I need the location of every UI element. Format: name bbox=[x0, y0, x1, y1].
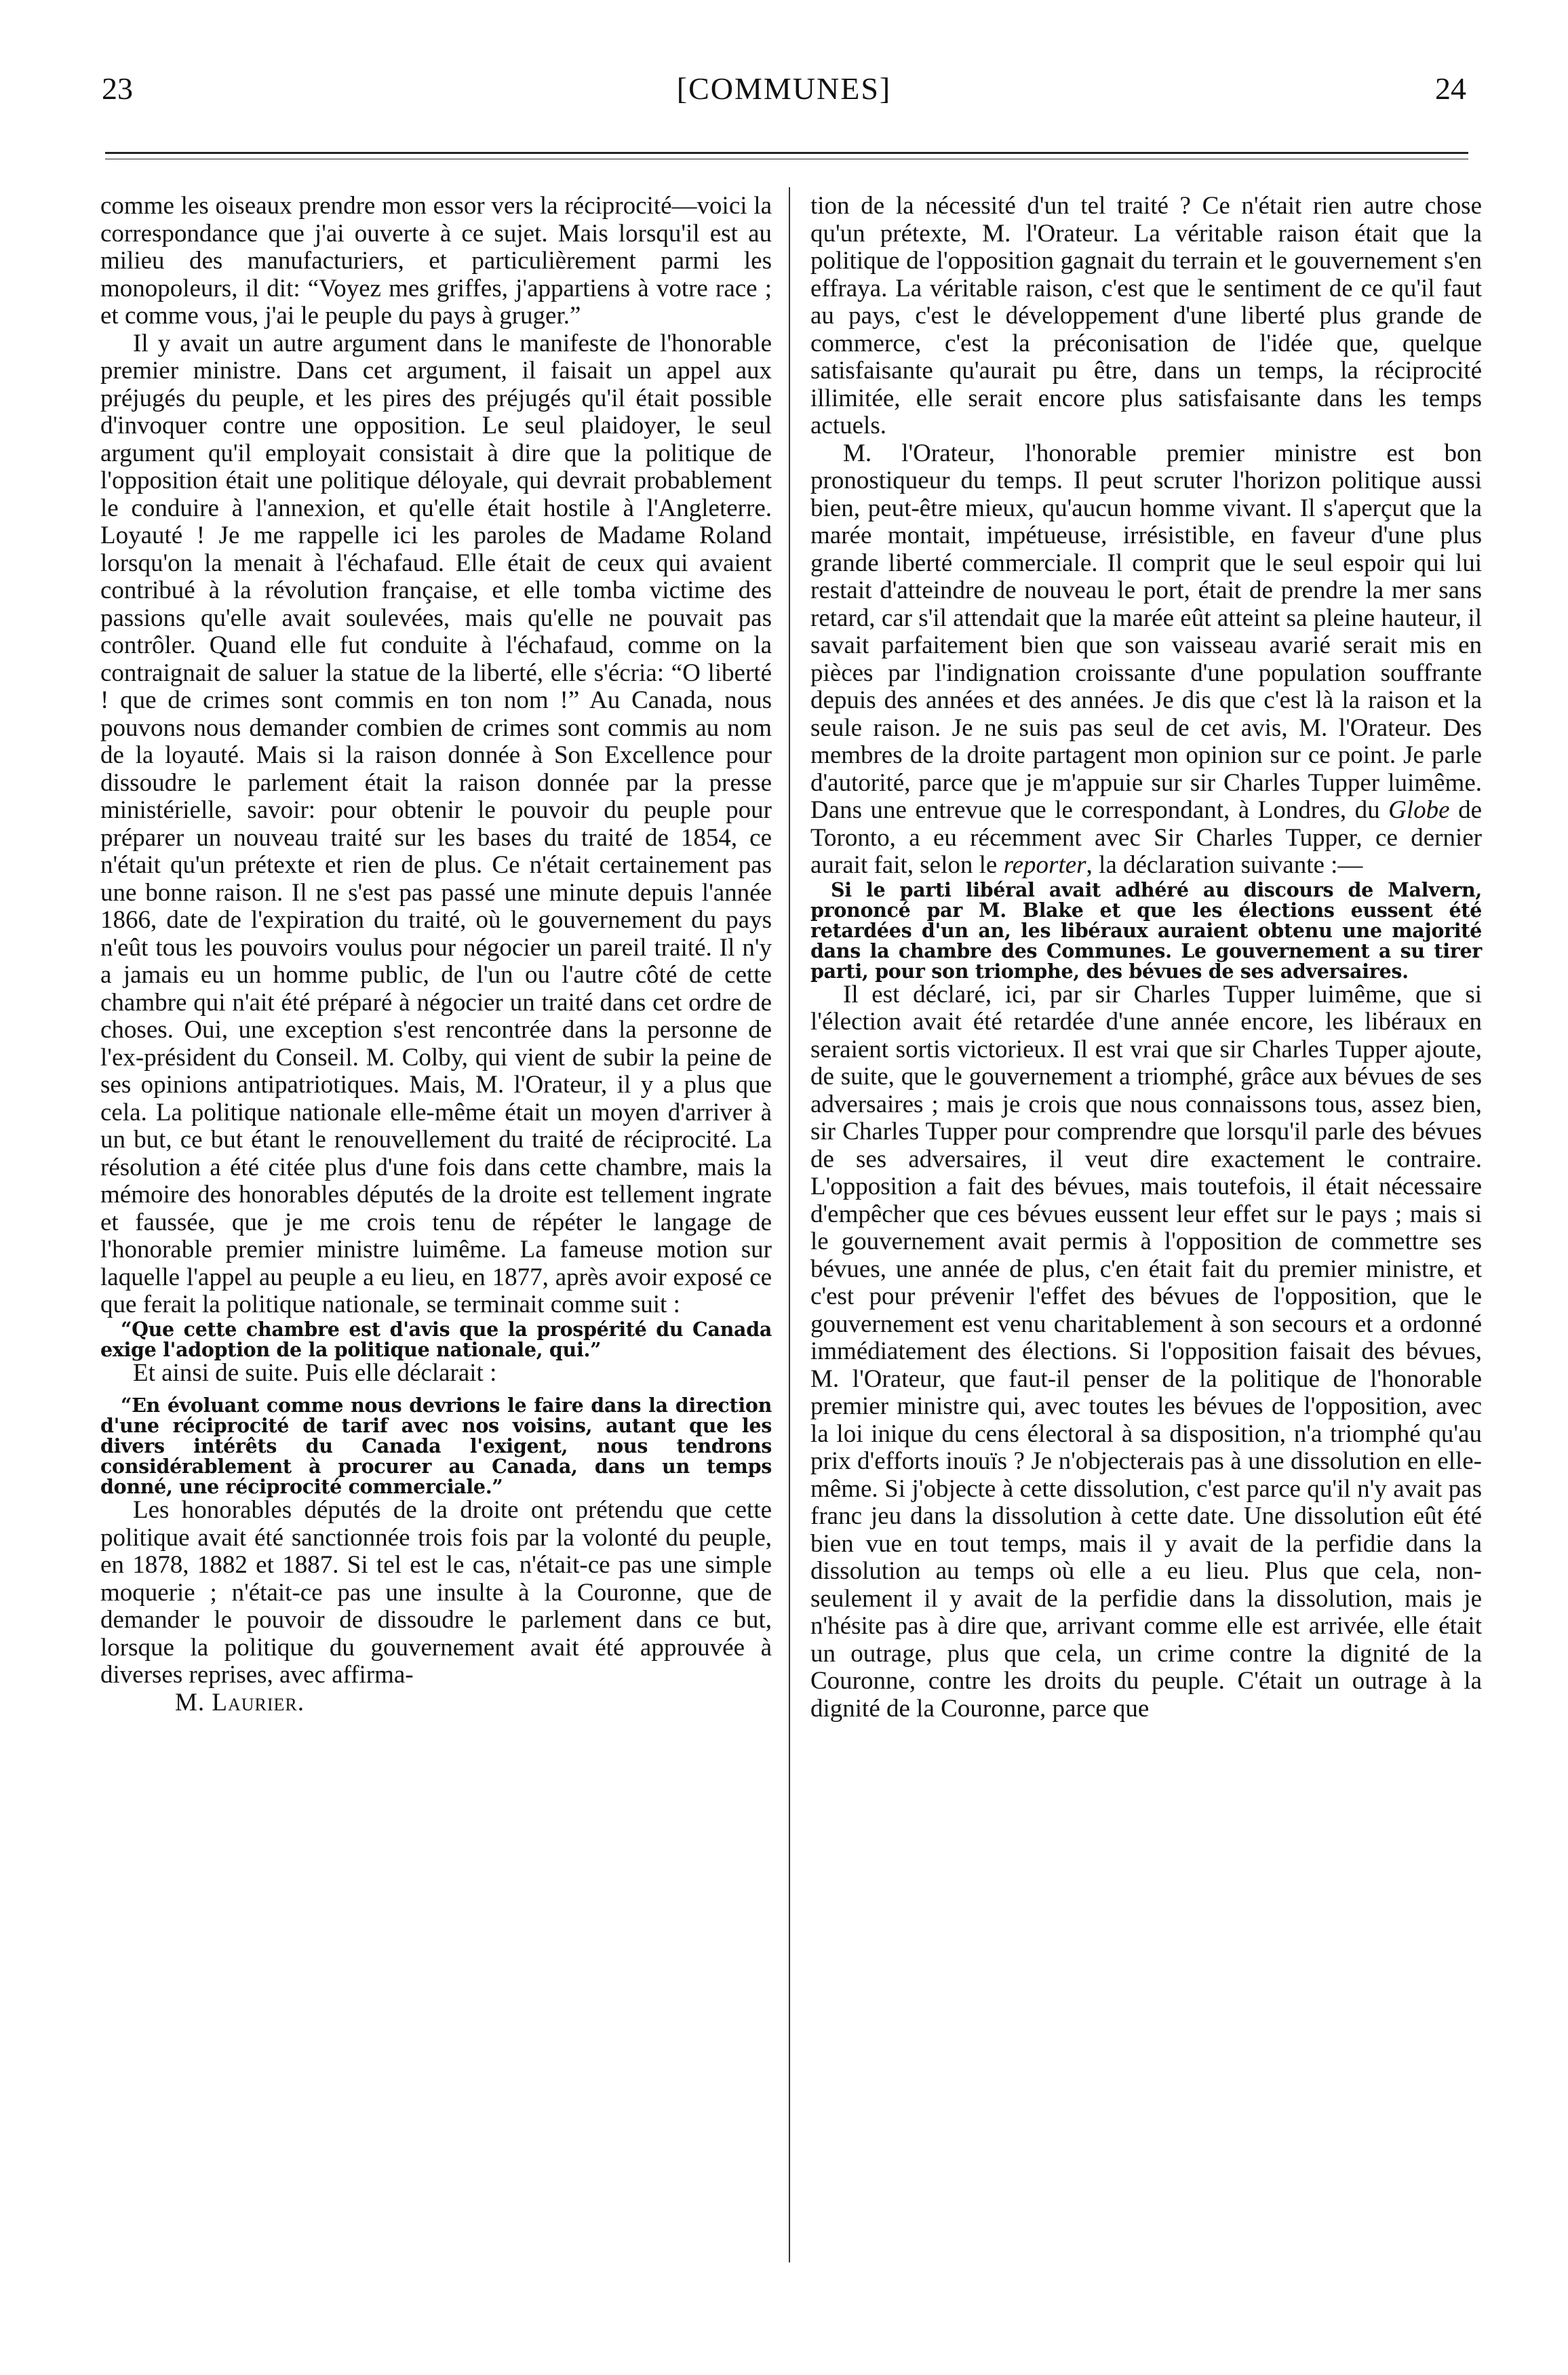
left-paragraph-1: comme les oiseaux prendre mon essor vers la réciprocité—voici la correspondance que j'ai ouverte à ce sujet. Mais lorsqu'il est au milieu des manufacturiers, et particulièrement parmi les monopoleurs, il dit: “Voyez mes griffes, j'appartiens à votre race ; et comme vous, j'ai le peuple du pays à gruger.” bbox=[100, 192, 772, 330]
right-paragraph-2 bbox=[810, 440, 1482, 880]
left-paragraph-2: Il y avait un autre argument dans le manifeste de l'honorable premier ministre. Dans cet argument, il faisait un appel aux préjugés du peuple, et les pires des préjugés qu'il était possible d'invoquer contre une opposition. Le seul plaidoyer, le seul argument qu'il employait consistait à dire que la politique de l'opposition était une politique déloyale, qui devrait probablement le conduire à l'annexion, et qu'elle était hostile à l'Angleterre. Loyauté ! Je me rappelle ici les paroles de Madame Roland lorsqu'on la menait à l'échafaud. Elle était de ceux qui avaient contribué à la révolution française, et elle tomba victime des passions qu'elle avait soulevées, mais qu'elle ne pouvait pas contrôler. Quand elle fut conduite à l'échafaud, comme on la contraignait de saluer la statue de la liberté, elle s'écria: “O liberté ! que de crimes sont commis en ton nom !” Au Canada, nous pouvons nous demander combien de crimes sont commis au nom de la loyauté. Mais si la raison donnée à Son Excellence pour dissoudre le parlement était la raison donnée par la presse ministérielle, savoir: pour obtenir le pouvoir du peuple pour préparer un nouveau traité sur les bases du traité de 1854, ce n'était qu'un prétexte et rien de plus. Ce n'était certainement pas une bonne raison. Il ne s'est pas passé une minute depuis l'année 1866, date de l'expiration du traité, où le gouvernement du pays n'eût tous les pouvoirs voulus pour négocier un pareil traité. Il n'y a jamais eu un homme public, de l'un ou l'autre côté de cette chambre qui n'ait été préparé à négocier un traité dans cet ordre de choses. Oui, une exception s'est rencontrée dans la personne de l'ex-président du Conseil. M. Colby, qui vient de subir la peine de ses opinions antipatriotiques. Mais, M. l'Orateur, il y a plus que cela. La politique nationale elle-même était un moyen d'arriver à un but, ce but étant le renouvellement du traité de réciprocité. La résolution a été citée plus d'une fois dans cette chambre, mais la mémoire des honorables députés de la droite est tellement ingrate et faussée, que je me crois tenu de répéter le langage de l'honorable premier ministre luimême. La fameuse motion sur laquelle l'appel au peuple a eu lieu, en 1877, après avoir exposé ce que ferait la politique nationale, se terminait comme suit : bbox=[100, 329, 772, 1318]
page-number-right: 24 bbox=[1435, 71, 1466, 106]
left-quote-1: “Que cette chambre est d'avis que la prospérité du Canada exige l'adoption de la politique nationale, qui.” bbox=[100, 1317, 772, 1361]
left-quote-2: “En évoluant comme nous devrions le faire dans la direction d'une réciprocité de tarif avec nos voisins, autant que les divers intérêts du Canada l'exigent, nous tendrons considérablement à procurer au Canada, dans un temps donné, une réciprocité commerciale.” bbox=[100, 1394, 772, 1498]
left-column bbox=[100, 193, 772, 1716]
page-number-left: 23 bbox=[102, 71, 133, 106]
right-column bbox=[810, 193, 1482, 1723]
right-paragraph-2-text-c: , la déclaration suivante :— bbox=[1086, 851, 1363, 879]
right-quote-1: Si le parti libéral avait adhéré au discours de Malvern, prononcé par M. Blake et que les élections eussent été retardées d'un an, les libéraux auraient obtenu une majorité dans la chambre des Communes. Le gouvernement a su tirer parti, pour son triomphe, des bévues de ses adversaires. bbox=[810, 878, 1482, 983]
right-paragraph-3: Il est déclaré, ici, par sir Charles Tupper luimême, que si l'élection avait été retardée d'une année encore, les libéraux en seraient sortis victorieux. Il est vrai que sir Charles Tupper ajoute, de suite, que le gouvernement a triomphé, grâce aux bévues de ses adversaires ; mais je crois que nous connaissons tous, assez bien, sir Charles Tupper pour comprendre que lorsqu'il parle des bévues de ses adversaires, il veut dire exactement le contraire. L'opposition a fait des bévues, mais toutefois, il était nécessaire d'empêcher que ces bévues eussent leur effet sur le pays ; mais si le gouvernement avait permis à l'opposition de commettre ses bévues, une année de plus, c'en était fait du premier ministre, et c'est pour prévenir l'effet des bévues de l'opposition, que le gouvernement est venu charitablement à son secours et a ordonné immédiatement des élections. Si l'opposition faisait des bévues, M. l'Orateur, que faut-il penser de la politique de l'honorable premier ministre qui, avec toutes les bévues de l'opposition, avec la loi inique du cens électoral à sa disposition, n'a triomphé qu'au prix d'efforts inouïs ? Je n'objecterais pas à une dissolution en elle-même. Si j'objecte à cette dissolution, c'est parce qu'il n'y avait pas franc jeu dans la dissolution à cette date. Une dissolution eût été bien vue en tout temps, mais il y avait de la perfidie dans la dissolution au temps où elle a eu lieu. Plus que cela, non-seulement il y avait de la perfidie dans la dissolution, mais je n'hésite pas à dire que, arrivant comme elle est arrivée, elle était un outrage, plus que cela, un crime contre la dignité de la Couronne, contre les droits du peuple. C'était un outrage à la dignité de la Couronne, parce que bbox=[810, 980, 1482, 1723]
right-paragraph-2-text-a: M. l'Orateur, l'honorable premier ministre est bon pronostiqueur du temps. Il peut scruter l'horizon politique aussi bien, peut-être mieux, qu'aucun homme vivant. Il s'aperçut que la marée montait, impétueuse, irrésistible, en faveur d'une plus grande liberté commerciale. Il comprit que le seul espoir qui lui restait d'atteindre de nouveau le port, était de prendre la mer sans retard, car s'il attendait que la marée eût atteint sa pleine hauteur, il savait parfaitement bien que son vaisseau avarié serait mis en pièces par l'indignation croissante d'une population souffrante depuis des années et des années. Je dis que c'est là la raison et la seule raison. Je ne suis pas seul de cet avis, M. l'Orateur. Des membres de la droite partagent mon opinion sur ce point. Je parle d'autorité, parce que je m'appuie sur sir Charles Tupper luimême. Dans une entrevue que le correspondant, à Londres, du bbox=[810, 439, 1482, 824]
right-paragraph-1: tion de la nécessité d'un tel traité ? Ce n'était rien autre chose qu'un prétexte, M. l'Orateur. La véritable raison était que la politique de l'opposition gagnait du terrain et le gouvernement s'en effraya. La véritable raison, c'est que le sentiment de ce qu'il faut au pays, c'est le développement d'une liberté plus grande de commerce, c'est la préconisation de l'idée que, quelque satisfaisante qu'aurait pu être, dans un temps, la réciprocité illimitée, elle serait encore plus satisfaisante dans les temps actuels. bbox=[810, 192, 1482, 439]
left-paragraph-3: Et ainsi de suite. Puis elle déclarait : bbox=[133, 1358, 497, 1387]
left-paragraph-4: Les honorables députés de la droite ont prétendu que cette politique avait été sanctionnée trois fois par la volonté du peuple, en 1878, 1882 et 1887. Si tel est le cas, n'était-ce pas une simple moquerie ; n'était-ce pas une insulte à la Couronne, que de demander le pouvoir de dissoudre le parlement dans ce but, lorsque la politique du gouvernement avait été approuvée à diverses reprises, avec affirma- bbox=[100, 1496, 772, 1689]
section-title: [COMMUNES] bbox=[676, 71, 892, 106]
page-header bbox=[0, 71, 1568, 125]
right-paragraph-2-text-b: de Toronto, a eu récemment avec Sir Charles Tupper, ce dernier aurait fait, selon le bbox=[810, 796, 1482, 879]
globe-newspaper-name: Globe bbox=[1388, 796, 1450, 824]
header-rule-thick bbox=[105, 152, 1468, 154]
reporter-word: reporter bbox=[1003, 851, 1086, 879]
column-divider bbox=[789, 187, 790, 2262]
speaker-signature: M. Laurier. bbox=[175, 1688, 305, 1716]
